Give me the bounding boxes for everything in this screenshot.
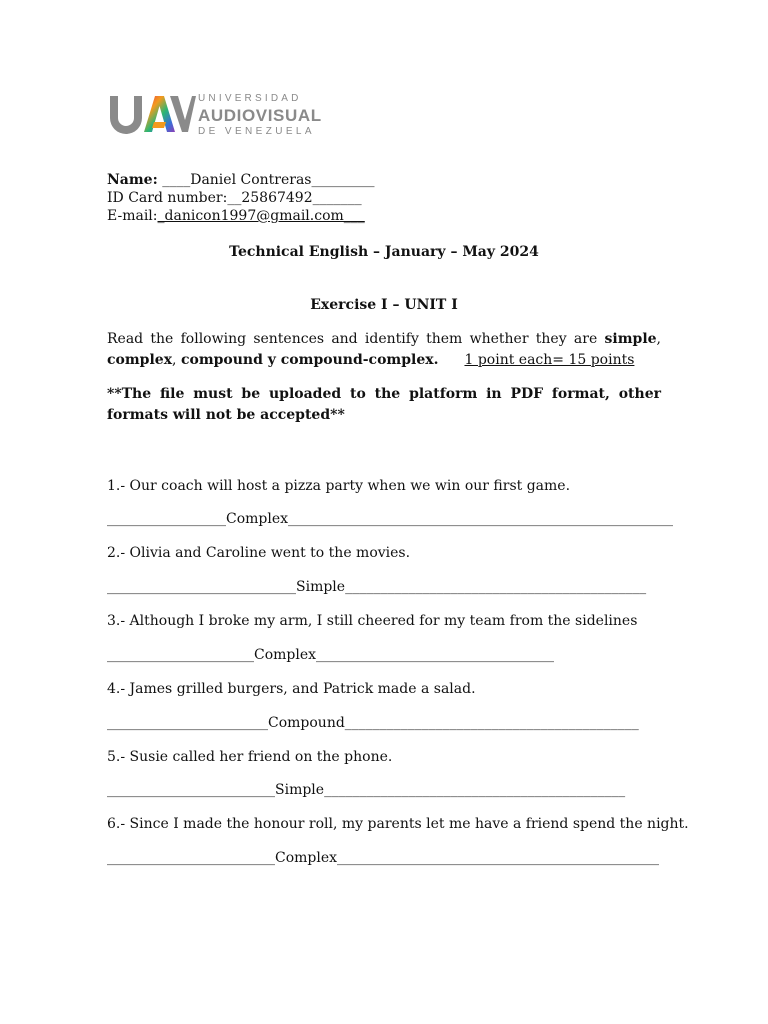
uav-logo-mark xyxy=(108,92,196,134)
answer-1: _________________Complex_______________________________________________________ xyxy=(107,511,674,527)
question-6: 6.- Since I made the honour roll, my parents let me have a friend spend the night. xyxy=(107,816,689,832)
instructions-compound: compound y compound-complex xyxy=(180,352,434,368)
answer-3: _____________________Complex__________________________________ xyxy=(107,647,555,663)
answer-5: ________________________Simple___________________________________________ xyxy=(107,782,626,798)
logo-line-1: UNIVERSIDAD xyxy=(198,93,302,104)
question-2: 2.- Olivia and Caroline went to the movies. xyxy=(107,545,411,561)
instructions-text: Read the following sentences and identify them whether they are xyxy=(107,331,605,347)
answer-4: _______________________Compound__________________________________________ xyxy=(107,715,639,731)
answer-2: ___________________________Simple___________________________________________ xyxy=(107,579,647,595)
id-label: ID Card number: xyxy=(107,190,228,206)
answer-6: ________________________Complex______________________________________________ xyxy=(107,850,660,866)
question-5: 5.- Susie called her friend on the phone. xyxy=(107,749,393,765)
university-logo xyxy=(108,92,322,137)
logo-line-3: DE VENEZUELA xyxy=(198,126,315,137)
id-line xyxy=(107,190,362,207)
instructions-complex: complex xyxy=(107,352,173,368)
instructions-sep-1: , xyxy=(656,331,661,347)
question-3: 3.- Although I broke my arm, I still cheered for my team from the sidelines xyxy=(107,613,638,629)
name-value: ____Daniel Contreras_________ xyxy=(162,172,375,188)
logo-line-2: AUDIOVISUAL xyxy=(198,106,322,125)
instructions xyxy=(107,329,661,371)
instructions-period: . xyxy=(433,352,439,368)
email-value: _danicon1997@gmail.com___ xyxy=(157,208,365,224)
name-label: Name: xyxy=(107,172,158,188)
instructions-sep-2: , xyxy=(172,352,181,368)
email-line xyxy=(107,208,365,225)
question-1: 1.- Our coach will host a pizza party when we win our first game. xyxy=(107,478,571,494)
logo-wordmark xyxy=(198,94,322,137)
points-note: 1 point each= 15 points xyxy=(464,352,635,368)
course-title: Technical English – January – May 2024 xyxy=(229,244,539,260)
name-line xyxy=(107,172,374,189)
format-warning: **The file must be uploaded to the platform in PDF format, other formats will not be accepted** xyxy=(107,386,661,423)
id-value: __25867492_______ xyxy=(227,190,362,206)
exercise-title: Exercise I – UNIT I xyxy=(310,297,458,313)
instructions-simple: simple xyxy=(604,331,657,347)
email-label: E-mail: xyxy=(107,208,158,224)
question-4: 4.- James grilled burgers, and Patrick made a salad. xyxy=(107,681,476,697)
